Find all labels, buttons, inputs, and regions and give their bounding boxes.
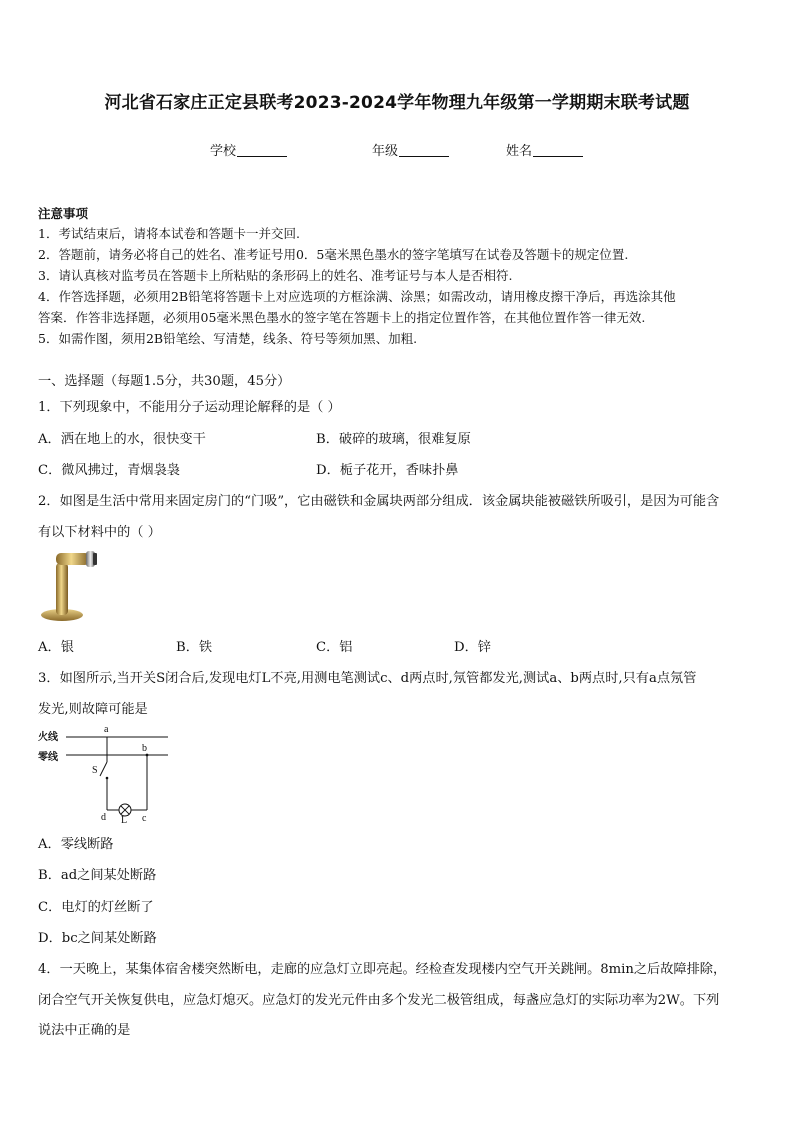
q2-stem-line2: 有以下材料中的（ ） — [38, 525, 161, 540]
q1-option-c[interactable]: C．微风拂过，青烟袅袅 — [38, 463, 180, 478]
note-item: 答案．作答非选择题，必须用05毫米黑色墨水的签字笔在答题卡上的指定位置作答，在其他位置作答一律无效. — [38, 310, 646, 325]
school-field — [210, 140, 287, 159]
door-stopper-image — [38, 545, 100, 625]
q3-stem-line1: 3．如图所示,当开关S闭合后,发现电灯L不亮,用测电笔测试c、d两点时,氖管都发光,测试a、b两点时,只有a点氖管 — [38, 671, 697, 686]
q2-option-b[interactable]: B．铁 — [176, 640, 213, 655]
neutral-wire-label: 零线 — [38, 752, 58, 763]
grade-blank — [399, 144, 449, 157]
q4-stem-line2: 闭合空气开关恢复供电，应急灯熄灭。应急灯的发光元件由多个发光二极管组成，每盏应急灯的实际功率为2W。下列 — [38, 993, 720, 1008]
note-item: 5．如需作图，须用2B铅笔绘、写清楚，线条、符号等须加黑、加粗. — [38, 331, 418, 346]
name-blank — [533, 144, 583, 157]
note-item: 3．请认真核对监考员在答题卡上所粘贴的条形码上的姓名、准考证号与本人是否相符. — [38, 268, 513, 283]
grade-field — [372, 140, 449, 159]
circuit-diagram — [36, 724, 176, 824]
name-label: 姓名 — [506, 144, 533, 159]
point-a-label: a — [104, 724, 109, 735]
notes-heading: 注意事项 — [38, 206, 89, 221]
q2-option-c[interactable]: C．铝 — [316, 640, 353, 655]
note-item: 1．考试结束后，请将本试卷和答题卡一并交回. — [38, 226, 300, 241]
q3-option-b[interactable]: B．ad之间某处断路 — [38, 868, 157, 883]
grade-label: 年级 — [372, 144, 399, 159]
point-d-label: d — [101, 812, 106, 823]
q1-option-b[interactable]: B．破碎的玻璃，很难复原 — [316, 432, 471, 447]
switch-s — [100, 762, 107, 776]
point-c-label: c — [142, 813, 147, 824]
note-item: 4．作答选择题，必须用2B铅笔将答题卡上对应选项的方框涂满、涂黑；如需改动，请用橡皮擦干净后，再选涂其他 — [38, 289, 676, 304]
q2-option-d[interactable]: D．锌 — [454, 640, 491, 655]
live-wire-label: 火线 — [38, 732, 58, 743]
q1-stem: 1．下列现象中，不能用分子运动理论解释的是（ ） — [38, 400, 341, 415]
name-field — [506, 140, 583, 159]
q2-stem-line1: 2．如图是生活中常用来固定房门的“门吸”，它由磁铁和金属块两部分组成．该金属块能被磁铁所吸引，是因为可能含 — [38, 494, 720, 509]
page-title: 河北省石家庄正定县联考2023-2024学年物理九年级第一学期期末联考试题 — [104, 93, 690, 113]
q4-stem-line3: 说法中正确的是 — [38, 1023, 131, 1038]
school-label: 学校 — [210, 144, 237, 159]
section-heading: 一、选择题（每题1.5分，共30题，45分） — [38, 374, 291, 389]
q3-stem-line2: 发光,则故障可能是 — [38, 702, 148, 717]
q3-option-c[interactable]: C．电灯的灯丝断了 — [38, 900, 154, 915]
q3-option-a[interactable]: A．零线断路 — [38, 837, 114, 852]
lamp-label: L — [121, 815, 128, 824]
q3-option-d[interactable]: D．bc之间某处断路 — [38, 931, 157, 946]
note-item: 2．答题前，请务必将自己的姓名、准考证号用0．5毫米黑色墨水的签字笔填写在试卷及答题卡的规定位置. — [38, 247, 629, 262]
school-blank — [237, 144, 287, 157]
q1-option-a[interactable]: A．洒在地上的水，很快变干 — [38, 432, 206, 447]
q1-option-d[interactable]: D．栀子花开，香味扑鼻 — [316, 463, 459, 478]
switch-label: S — [92, 765, 98, 776]
point-b-label: b — [142, 743, 147, 754]
q2-option-a[interactable]: A．银 — [38, 640, 74, 655]
q4-stem-line1: 4．一天晚上，某集体宿舍楼突然断电，走廊的应急灯立即亮起。经检查发现楼内空气开关跳闸。8min之后故障排除， — [38, 962, 727, 977]
